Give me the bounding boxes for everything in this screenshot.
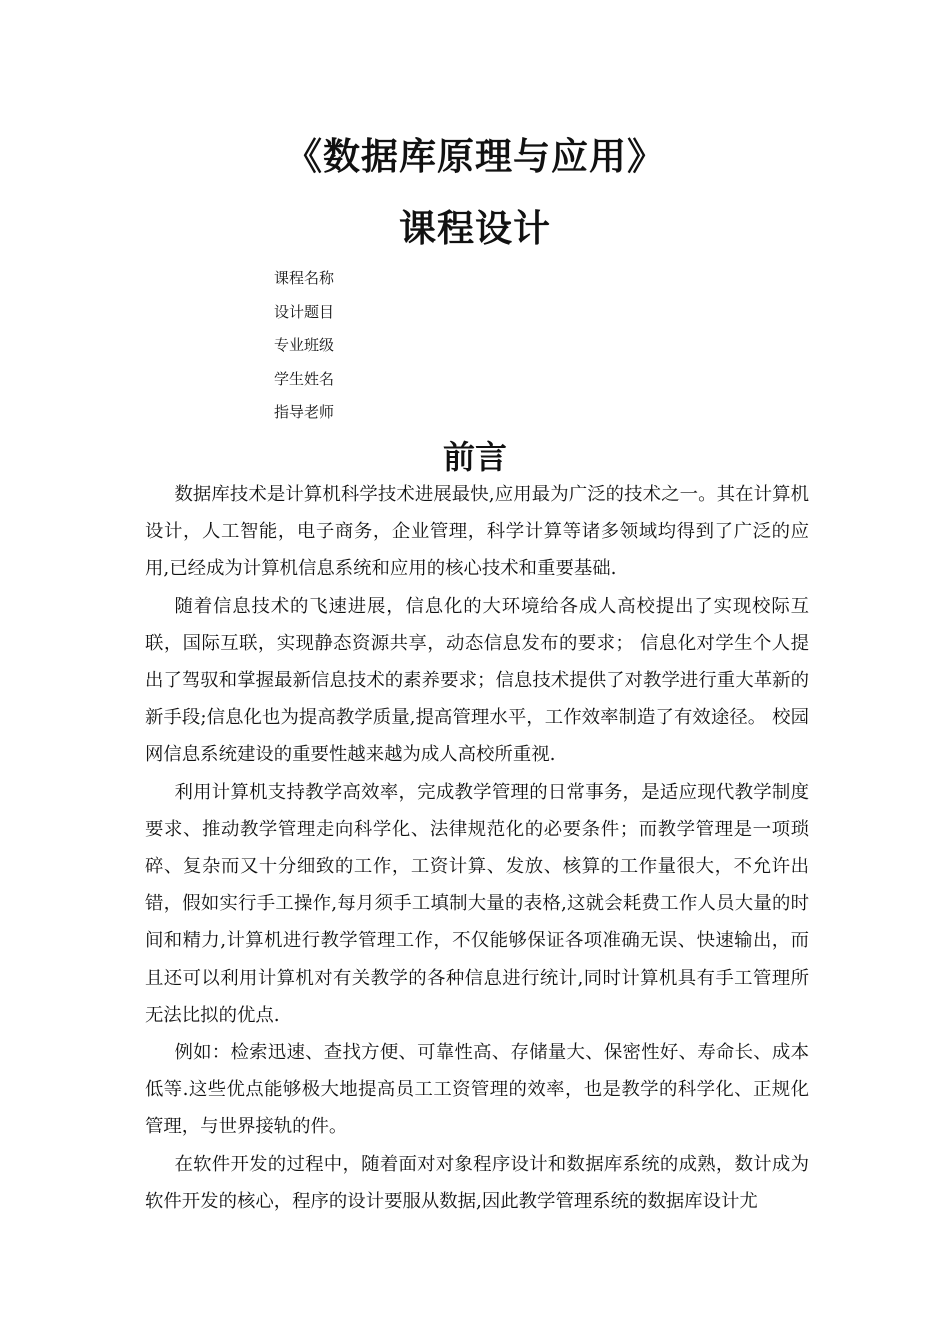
main-title: 《数据库原理与应用》 (285, 135, 665, 178)
paragraph: 随着信息技术的飞速进展，信息化的大环境给各成人高校提出了实现校际互联，国际互联，实现静态资源共享，动态信息发布的要求； 信息化对学生个人提出了驾驭和掌握最新信息技术的素养要求；信息技术提供了对教学进行重大革新的新手段;信息化也为提高教学质量,提高管理水平，工作效率制造了有效途径。 校园网信息系统建设的重要性越来越为成人高校所重视. (145, 595, 809, 766)
course-name-label: 课程名称 (274, 269, 335, 287)
design-topic-label: 设计题目 (274, 302, 335, 321)
student-name-label: 学生姓名 (274, 369, 335, 388)
preface-heading: 前言 (442, 438, 507, 476)
paragraph: 例如：检索迅速、查找方便、可靠性高、存储量大、保密性好、寿命长、成本低等.这些优点能够极大地提高员工工资管理的效率，也是教学的科学化、正规化管理，与世界接轨的件。 (145, 1042, 809, 1138)
sub-title: 课程设计 (399, 207, 551, 250)
course-info-list (274, 263, 334, 431)
paragraph: 利用计算机支持教学高效率，完成教学管理的日常事务，是适应现代教学制度要求、推动教学管理走向科学化、法律规范化的必要条件；而教学管理是一项琐碎、复杂而又十分细致的工作，工资计算、发放、核算的工作量很大，不允许出错，假如实行手工操作,每月须手工填制大量的表格,这就会耗费工作人员大量的时间和精力,计算机进行教学管理工作，不仅能够保证各项准确无误、快速输出，而且还可以利用计算机对有关教学的各种信息进行统计,同时计算机具有手工管理所无法比拟的优点. (145, 781, 809, 1026)
preface-body (145, 476, 809, 1220)
major-class-label: 专业班级 (274, 336, 335, 354)
advisor-label: 指导老师 (274, 403, 335, 421)
paragraph: 在软件开发的过程中，随着面对对象程序设计和数据库系统的成熟，数计成为软件开发的核心，程序的设计要服从数据,因此教学管理系统的数据库设计尤 (145, 1153, 809, 1212)
paragraph: 数据库技术是计算机科学技术进展最快,应用最为广泛的技术之一。其在计算机设计，人工智能，电子商务，企业管理，科学计算等诸多领域均得到了广泛的应用,已经成为计算机信息系统和应用的核心技术和重要基础. (145, 484, 809, 580)
